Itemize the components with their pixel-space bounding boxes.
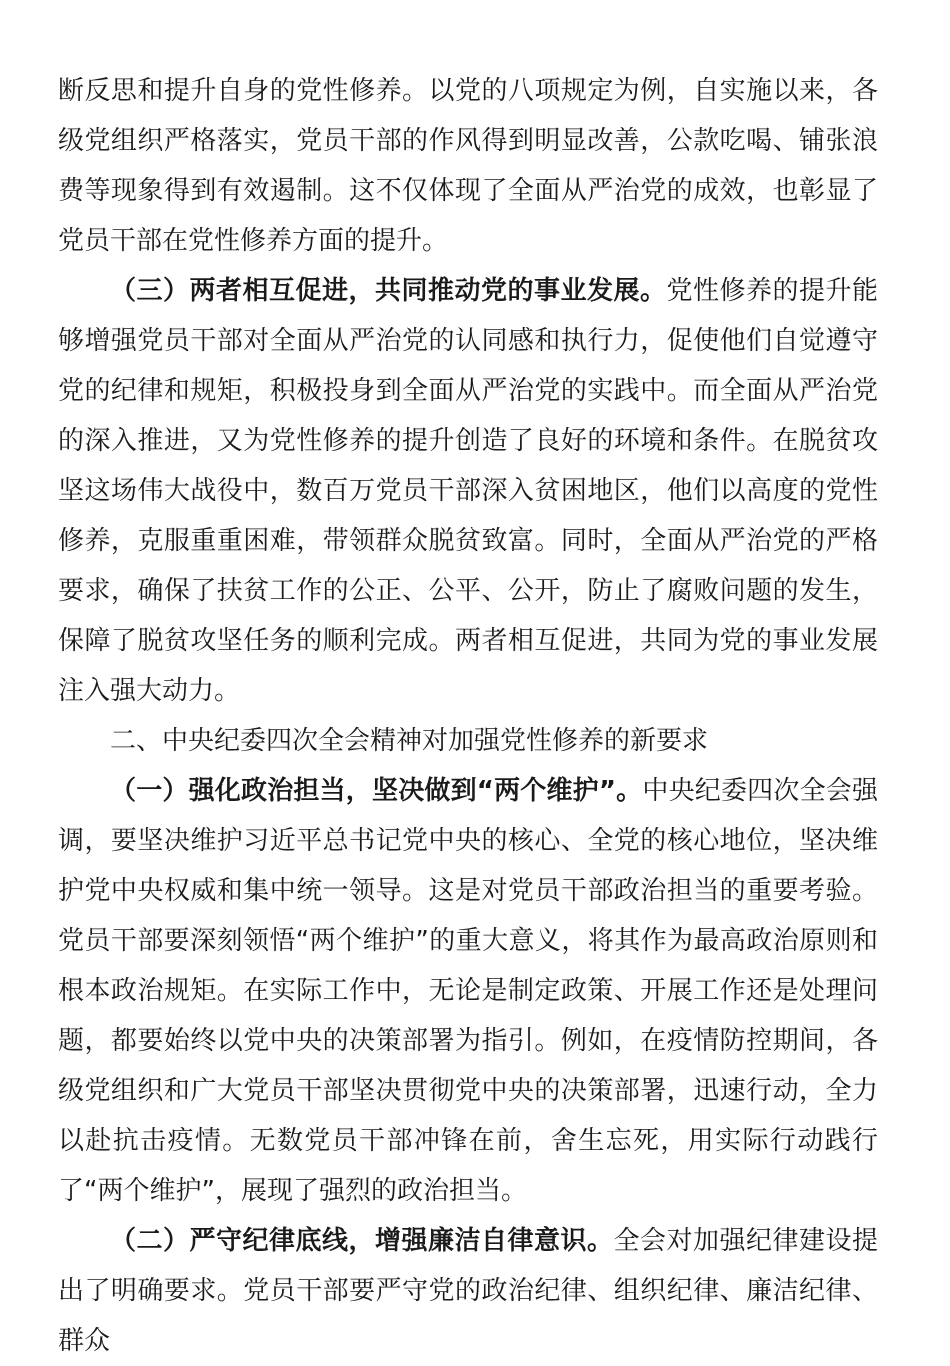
section-heading-two <box>58 716 878 766</box>
paragraph-heading: （三）两者相互促进，共同推动党的事业发展。 <box>110 276 667 306</box>
document-page <box>58 66 878 1366</box>
paragraph-text: 中央纪委四次全会强调，要坚决维护习近平总书记党中央的核心、全党的核心地位，坚决维护党中央权威和集中统一领导。这是对党员干部政治担当的重要考验。党员干部要深刻领悟“两个维护”的重大意义，将其作为最高政治原则和根本政治规矩。在实际工作中，无论是制定政策、开展工作还是处理问题，都要始终以党中央的决策部署为指引。例如，在疫情防控期间，各级党组织和广大党员干部坚决贯彻党中央的决策部署，迅速行动，全力以赴抗击疫情。无数党员干部冲锋在前，舍生忘死，用实际行动践行了“两个维护”，展现了强烈的政治担当。 <box>58 776 878 1206</box>
paragraph-continuation <box>58 66 878 266</box>
paragraph-text: 断反思和提升自身的党性修养。以党的八项规定为例，自实施以来，各级党组织严格落实，党员干部的作风得到明显改善，公款吃喝、铺张浪费等现象得到有效遏制。这不仅体现了全面从严治党的成效，也彰显了党员干部在党性修养方面的提升。 <box>58 76 878 256</box>
paragraph-text: 全会对加强纪律建设提出了明确要求。党员干部要严守党的政治纪律、组织纪律、廉洁纪律、群众 <box>58 1226 878 1356</box>
paragraph-section-three <box>58 266 878 716</box>
paragraph-heading: （二）严守纪律底线，增强廉洁自律意识。 <box>110 1226 614 1256</box>
paragraph-subsection-one <box>58 766 878 1216</box>
section-heading-text: 二、中央纪委四次全会精神对加强党性修养的新要求 <box>110 726 709 756</box>
paragraph-text: 党性修养的提升能够增强党员干部对全面从严治党的认同感和执行力，促使他们自觉遵守党的纪律和规矩，积极投身到全面从严治党的实践中。而全面从严治党的深入推进，又为党性修养的提升创造了良好的环境和条件。在脱贫攻坚这场伟大战役中，数百万党员干部深入贫困地区，他们以高度的党性修养，克服重重困难，带领群众脱贫致富。同时，全面从严治党的严格要求，确保了扶贫工作的公正、公平、公开，防止了腐败问题的发生，保障了脱贫攻坚任务的顺利完成。两者相互促进，共同为党的事业发展注入强大动力。 <box>58 276 878 706</box>
paragraph-heading: （一）强化政治担当，坚决做到“两个维护”。 <box>110 776 643 806</box>
